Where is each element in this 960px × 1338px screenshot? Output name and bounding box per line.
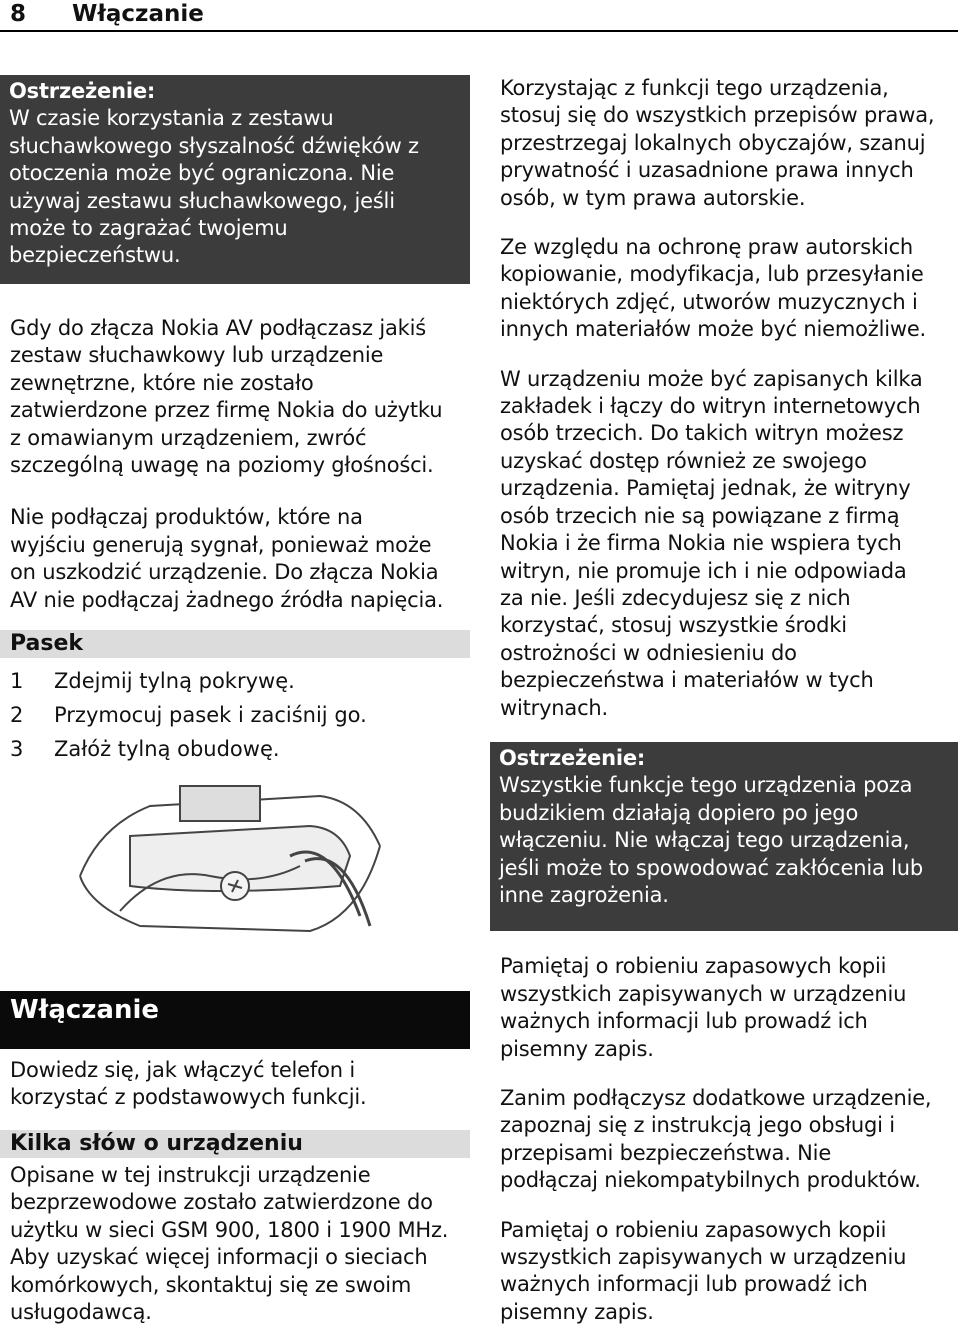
warning-text: Wszystkie funkcje tego urządzenia poza budzikiem działają dopiero po jego włączeniu. Nie włączaj tego urządzenia, jeśli może to spowodować zakłócenia lub inne zagrożenia. <box>499 773 924 907</box>
step-text: Załóż tylną obudowę. <box>54 737 280 762</box>
list-item <box>10 732 470 766</box>
strap-attachment-illustration <box>60 766 400 946</box>
step-number: 2 <box>10 703 24 728</box>
page-header-title: Włączanie <box>72 1 204 27</box>
backup-paragraph: Pamiętaj o robieniu zapasowych kopii wszystkich zapisywanych w urządzeniu ważnych informacji lub prowadź ich pisemny zapis. <box>500 954 907 1061</box>
left-column <box>0 75 470 1326</box>
connect-device-paragraph: Zanim podłączysz dodatkowe urządzenie, zapoznaj się z instrukcją jego obsługi i przepisami bezpieczeństwa. Nie podłączaj niekompatybilnych produktów. <box>500 1086 932 1193</box>
warning-text: W czasie korzystania z zestawu słuchawkowego słyszalność dźwięków z otoczenia może być ograniczona. Nie używaj zestawu słuchawkowego, jeśli może to zagrażać twojemu bezpieczeństwu. <box>9 106 419 268</box>
section-heading: Włączanie <box>0 991 470 1049</box>
copyright-paragraph: Ze względu na ochronę praw autorskich kopiowanie, modyfikacja, lub przesyłanie niektórych zdjęć, utworów muzycznych i innych materiałów może być niemożliwe. <box>500 235 927 342</box>
about-device-heading: Kilka słów o urządzeniu <box>0 1130 470 1158</box>
page-header <box>0 0 958 32</box>
step-text: Przymocuj pasek i zaciśnij go. <box>54 703 367 728</box>
right-column <box>490 75 958 1326</box>
warning-title: Ostrzeżenie: <box>9 79 156 103</box>
headset-warning-box <box>0 75 470 284</box>
list-item <box>10 664 470 698</box>
warning-title: Ostrzeżenie: <box>499 745 646 770</box>
power-warning-box <box>490 742 958 931</box>
section-intro: Dowiedz się, jak włączyć telefon i korzystać z podstawowych funkcji. <box>10 1058 367 1110</box>
signal-warning-paragraph: Nie podłączaj produktów, które na wyjściu generują sygnał, ponieważ może on uszkodzić urządzenie. Do złącza Nokia AV nie podłączaj żadnego źródła napięcia. <box>10 505 444 612</box>
strap-steps-list <box>0 664 470 766</box>
third-party-paragraph: W urządzeniu może być zapisanych kilka zakładek i łączy do witryn internetowych osób trzecich. Do takich witryn możesz uzyskać dostęp również ze swojego urządzenia. Pamiętaj jednak, że witryny osób trzecich nie są powiązane z firmą Nokia i że firma Nokia nie wspiera tych witryn, nie promuje ich i nie odpowiada za nie. Jeśli zdecydujesz się z nich korzystać, stosuj wszystkie środki ostrożności w odniesieniu do bezpieczeństwa i materiałów w tych witrynach. <box>500 366 923 720</box>
step-text: Zdejmij tylną pokrywę. <box>54 669 295 694</box>
step-number: 1 <box>10 669 24 694</box>
strap-heading: Pasek <box>0 630 470 658</box>
law-paragraph: Korzystając z funkcji tego urządzenia, stosuj się do wszystkich przepisów prawa, przestrzegaj lokalnych obyczajów, szanuj prywatność i uzasadnione prawa innych osób, w tym prawa autorskie. <box>500 76 935 210</box>
page-number: 8 <box>10 1 27 27</box>
about-device-text: Opisane w tej instrukcji urządzenie bezprzewodowe zostało zatwierdzone do użytku w sieci GSM 900, 1800 i 1900 MHz. Aby uzyskać więcej informacji o sieciach komórkowych, skontaktuj się ze swoim usługodawcą. <box>10 1162 449 1324</box>
list-item <box>10 698 470 732</box>
backup-paragraph-repeat: Pamiętaj o robieniu zapasowych kopii wszystkich zapisywanych w urządzeniu ważnych informacji lub prowadź ich pisemny zapis. <box>500 1217 907 1324</box>
step-number: 3 <box>10 737 24 762</box>
av-connector-paragraph: Gdy do złącza Nokia AV podłączasz jakiś zestaw słuchawkowy lub urządzenie zewnętrzne, które nie zostało zatwierdzone przez firmę Nokia do użytku z omawianym urządzeniem, zwróć szczególną uwagę na poziomy głośności. <box>10 316 443 478</box>
